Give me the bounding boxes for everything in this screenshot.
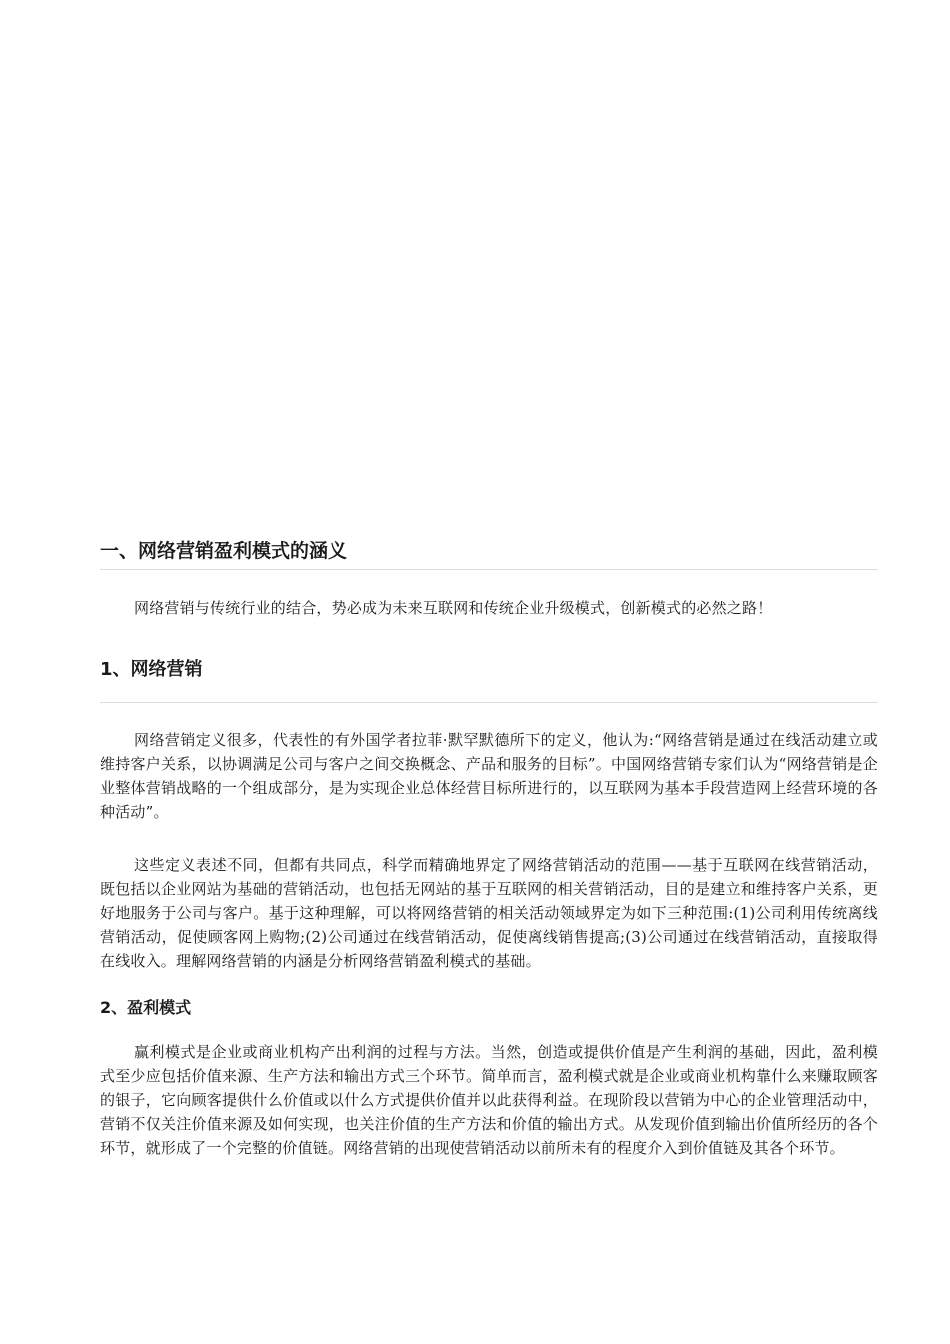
subheading-divider	[100, 702, 878, 703]
definition-paragraph: 网络营销定义很多，代表性的有外国学者拉菲·默罕默德所下的定义，他认为:“网络营销是通过在线活动建立或维持客户关系，以协调满足公司与客户之间交换概念、产品和服务的目标”。中国网络营销专家们认为“网络营销是企业整体营销战略的一个组成部分，是为实现企业总体经营目标所进行的，以互联网为基本手段营造网上经营环境的各种活动”。	[100, 731, 878, 821]
heading-divider	[100, 569, 878, 570]
subheading-online-marketing: 1、网络营销	[100, 659, 203, 680]
scope-paragraph: 这些定义表述不同，但都有共同点，科学而精确地界定了网络营销活动的范围——基于互联网在线营销活动，既包括以企业网站为基础的营销活动，也包括无网站的基于互联网的相关营销活动，目的是建立和维持客户关系，更好地服务于公司与客户。基于这种理解，可以将网络营销的相关活动领域界定为如下三种范围:(1)公司利用传统离线营销活动，促使顾客网上购物;(2)公司通过在线营销活动，促使离线销售提高;(3)公司通过在线营销活动，直接取得在线收入。理解网络营销的内涵是分析网络营销盈利模式的基础。	[100, 856, 878, 970]
section-heading-meaning: 一、网络营销盈利模式的涵义	[100, 540, 348, 562]
intro-paragraph: 网络营销与传统行业的结合，势必成为未来互联网和传统企业升级模式，创新模式的必然之路！	[134, 599, 773, 617]
subheading-profit-model: 2、盈利模式	[100, 998, 192, 1017]
profit-model-paragraph: 赢利模式是企业或商业机构产出利润的过程与方法。当然，创造或提供价值是产生利润的基础，因此，盈利模式至少应包括价值来源、生产方法和输出方式三个环节。简单而言，盈利模式就是企业或商业机构靠什么来赚取顾客的银子，它向顾客提供什么价值或以什么方式提供价值并以此获得利益。在现阶段以营销为中心的企业管理活动中，营销不仅关注价值来源及如何实现，也关注价值的生产方法和价值的输出方式。从发现价值到输出价值所经历的各个环节，就形成了一个完整的价值链。网络营销的出现使营销活动以前所未有的程度介入到价值链及其各个环节。	[100, 1043, 878, 1157]
